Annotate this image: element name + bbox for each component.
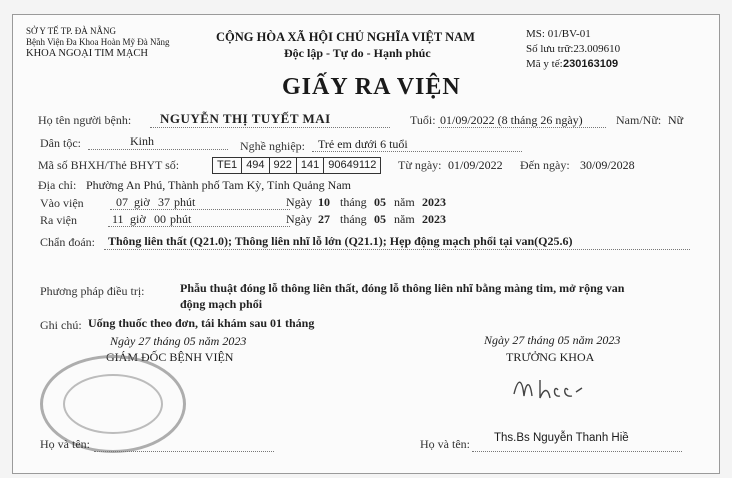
signature-scribble [510, 370, 590, 406]
patient-job: Trẻ em dưới 6 tuổi [318, 137, 408, 151]
patient-age: 01/09/2022 (8 tháng 26 ngày) [440, 113, 583, 127]
age-label: Tuổi: [410, 113, 436, 127]
medical-code: 230163109 [563, 58, 619, 70]
discharge-hour: 11 [112, 212, 124, 226]
unit-day: Ngày [286, 212, 312, 226]
director-sign-date: Ngày 27 tháng 05 năm 2023 [110, 334, 247, 348]
unit-month: tháng [340, 195, 367, 209]
unit-year: năm [394, 195, 415, 209]
patient-name: NGUYỄN THỊ TUYẾT MAI [160, 111, 331, 126]
admission-minute: 37 [158, 195, 170, 209]
treatment-method-line-2: động mạch phổi [180, 297, 263, 311]
treatment-method-line-1: Phẫu thuật đóng lỗ thông liên thất, đóng lỗ thông liên nhĩ bằng màng tim, mở rộng van [180, 281, 625, 295]
director-title: GIÁM ĐỐC BỆNH VIỆN [106, 350, 234, 364]
admission-day: 10 [318, 195, 330, 209]
admission-month: 05 [374, 195, 386, 209]
patient-ethnic: Kinh [130, 134, 154, 148]
patient-gender: Nữ [668, 113, 684, 127]
admission-hour: 07 [116, 195, 128, 209]
hospital-name: Bệnh Viện Đa Khoa Hoàn Mỹ Đà Nẵng [26, 37, 170, 47]
medical-code-label: Mã y tế: [526, 58, 563, 70]
patient-name-label: Họ tên người bệnh: [38, 113, 132, 127]
unit-hour: giờ [134, 195, 150, 209]
note: Uống thuốc theo đơn, tái khám sau 01 tháng [88, 316, 315, 330]
head-name: Ths.Bs Nguyễn Thanh Hiề [494, 432, 629, 444]
storage-number: Số lưu trữ:23.009610 [526, 43, 621, 55]
gender-label: Nam/Nữ: [616, 113, 662, 127]
form-code: MS: 01/BV-01 [526, 28, 591, 40]
admission-label: Vào viện [40, 196, 84, 210]
unit-hour: giờ [130, 212, 146, 226]
insurance-label: Mã số BHXH/Thẻ BHYT số: [38, 158, 180, 172]
document-title: GIẤY RA VIỆN [282, 74, 461, 100]
diagnosis-label: Chẩn đoán: [40, 235, 95, 249]
unit-year: năm [394, 212, 415, 226]
discharge-year: 2023 [422, 212, 446, 226]
discharge-minute: 00 [154, 212, 166, 226]
note-label: Ghi chú: [40, 318, 82, 332]
unit-minute: phút [170, 212, 192, 226]
discharge-month: 05 [374, 212, 386, 226]
valid-from-label: Từ ngày: [398, 158, 442, 172]
job-label: Nghề nghiệp: [240, 139, 305, 153]
insurance-cell: TE1 [213, 158, 242, 173]
insurance-cell: 141 [297, 158, 324, 173]
department-name: KHOA NGOẠI TIM MẠCH [26, 48, 149, 59]
valid-from: 01/09/2022 [448, 158, 503, 172]
unit-minute: phút [174, 195, 196, 209]
treatment-method-label: Phương pháp điều trị: [40, 284, 145, 298]
director-name-label: Họ và tên: [40, 437, 90, 451]
insurance-card-number [212, 157, 381, 174]
dept-of-health: SỞ Y TẾ TP. ĐÀ NẴNG [26, 26, 117, 36]
unit-day: Ngày [286, 195, 312, 209]
discharge-label: Ra viện [40, 213, 77, 227]
admission-year: 2023 [422, 195, 446, 209]
head-name-label: Họ và tên: [420, 437, 470, 451]
insurance-cell: 922 [270, 158, 297, 173]
ethnic-label: Dân tộc: [40, 136, 81, 150]
national-title: CỘNG HÒA XÃ HỘI CHỦ NGHĨA VIỆT NAM [216, 30, 475, 44]
head-sign-date: Ngày 27 tháng 05 năm 2023 [484, 333, 621, 347]
address-label: Địa chỉ: [38, 178, 77, 192]
patient-address: Phường An Phú, Thành phố Tam Kỳ, Tỉnh Quảng Nam [86, 178, 352, 192]
insurance-cell: 494 [242, 158, 269, 173]
national-motto: Độc lập - Tự do - Hạnh phúc [284, 46, 431, 60]
head-title: TRƯỞNG KHOA [506, 350, 595, 364]
diagnosis: Thông liên thất (Q21.0); Thông liên nhĩ lỗ lớn (Q21.1); Hẹp động mạch phổi tại van(Q25.6) [108, 234, 573, 248]
insurance-cell: 90649112 [328, 159, 377, 171]
valid-to: 30/09/2028 [580, 158, 635, 172]
valid-to-label: Đến ngày: [520, 158, 570, 172]
unit-month: tháng [340, 212, 367, 226]
discharge-day: 27 [318, 212, 330, 226]
